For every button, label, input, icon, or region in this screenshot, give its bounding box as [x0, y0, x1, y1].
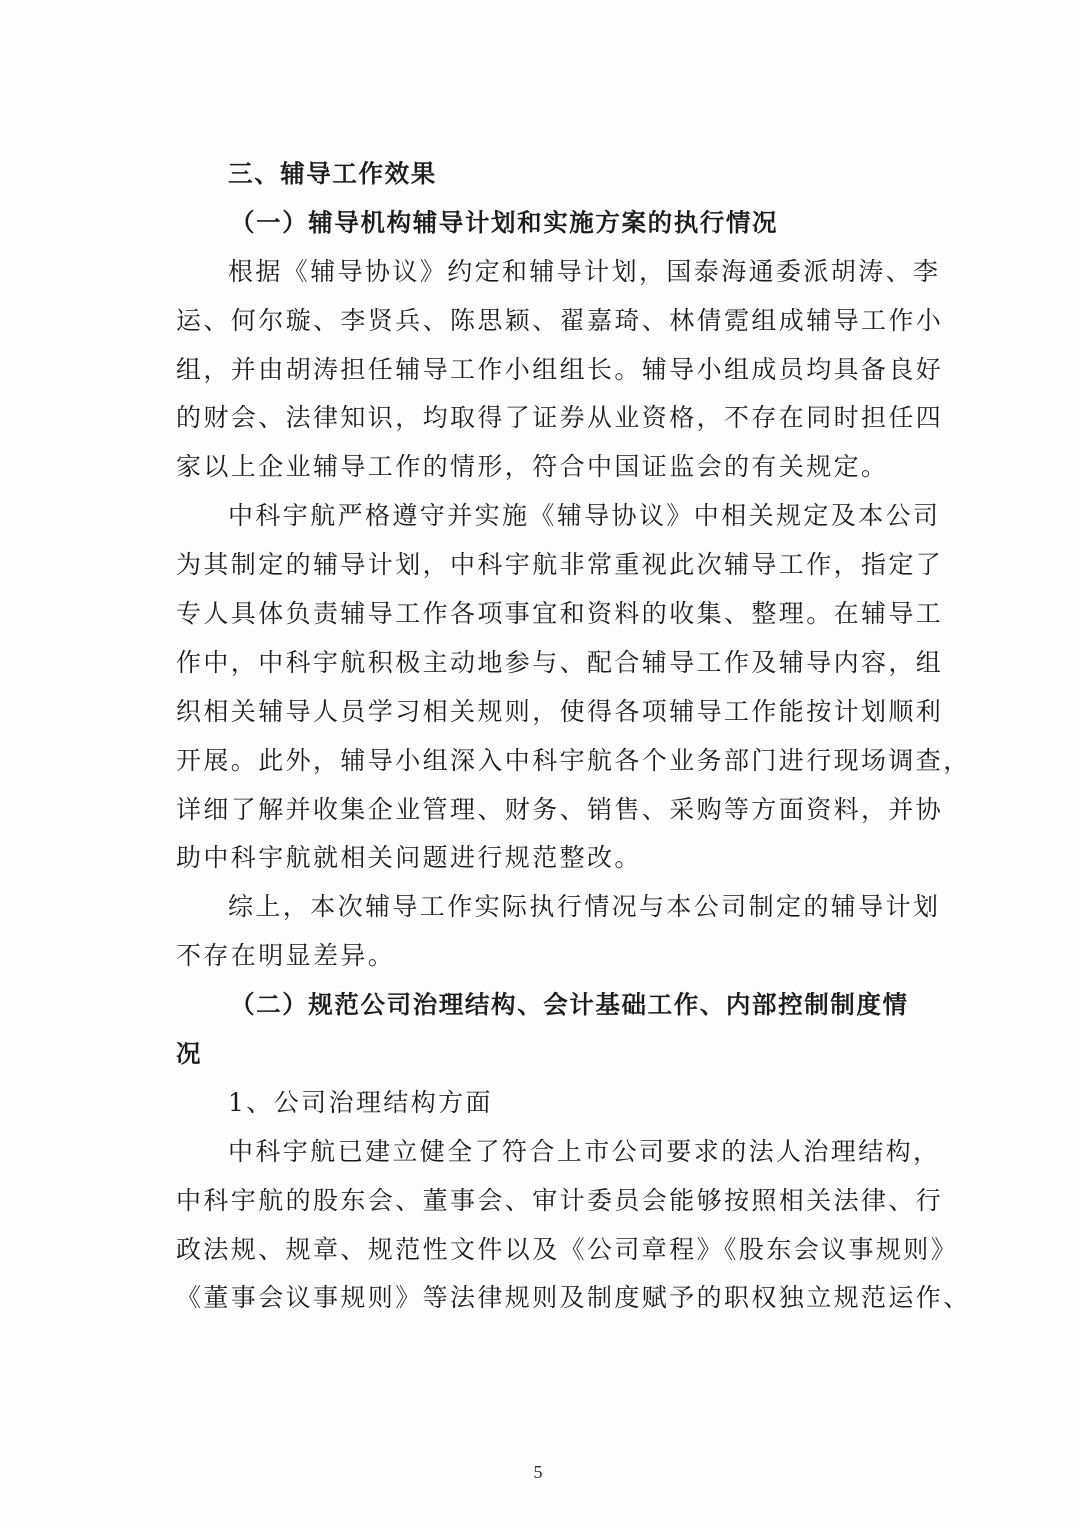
heading-line: （二）规范公司治理结构、会计基础工作、内部控制制度情 [230, 990, 909, 1020]
paragraph-line: 综上，本次辅导工作实际执行情况与本公司制定的辅导计划 [228, 892, 941, 922]
paragraph-line: 为其制定的辅导计划，中科宇航非常重视此次辅导工作，指定了 [176, 550, 944, 580]
paragraph-line: 政法规、规章、规范性文件以及《公司章程》《股东会议事规则》 [176, 1234, 959, 1264]
paragraph-line: 不存在明显差异。 [176, 941, 396, 971]
paragraph-1 [176, 248, 944, 492]
paragraph-4 [176, 1128, 971, 1324]
paragraph-line: 专人具体负责辅导工作各项事宜和资料的收集、整理。在辅导工 [176, 599, 944, 629]
item-1-heading: 1、公司治理结构方面 [228, 1087, 493, 1117]
subsection-2-heading [176, 981, 909, 1079]
paragraph-line: 中科宇航严格遵守并实施《辅导协议》中相关规定及本公司 [228, 501, 941, 531]
subsection-1-heading: （一）辅导机构辅导计划和实施方案的执行情况 [230, 207, 779, 237]
paragraph-line: 运、何尔璇、李贤兵、陈思颖、翟嘉琦、林倩霓组成辅导工作小 [176, 305, 944, 335]
paragraph-line: 根据《辅导协议》约定和辅导计划，国泰海通委派胡涛、李 [228, 256, 941, 286]
paragraph-line: 开展。此外，辅导小组深入中科宇航各个业务部门进行现场调查， [176, 745, 971, 775]
paragraph-line: 中科宇航的股东会、董事会、审计委员会能够按照相关法律、行 [176, 1185, 944, 1215]
paragraph-line: 作中，中科宇航积极主动地参与、配合辅导工作及辅导内容，组 [176, 647, 944, 677]
paragraph-line: 详细了解并收集企业管理、财务、销售、采购等方面资料，并协 [176, 794, 944, 824]
paragraph-line: 家以上企业辅导工作的情形，符合中国证监会的有关规定。 [176, 452, 889, 482]
paragraph-line: 《董事会议事规则》等法律规则及制度赋予的职权独立规范运作、 [176, 1283, 971, 1313]
paragraph-line: 中科宇航已建立健全了符合上市公司要求的法人治理结构， [228, 1136, 941, 1166]
paragraph-line: 的财会、法律知识，均取得了证券从业资格，不存在同时担任四 [176, 403, 944, 433]
heading-line: 况 [176, 1039, 203, 1069]
paragraph-line: 组，并由胡涛担任辅导工作小组组长。辅导小组成员均具备良好 [176, 354, 944, 384]
paragraph-2 [176, 492, 971, 883]
section-heading: 三、辅导工作效果 [228, 159, 437, 188]
paragraph-3 [176, 883, 941, 981]
paragraph-line: 织相关辅导人员学习相关规则，使得各项辅导工作能按计划顺利 [176, 696, 944, 726]
document-body [176, 150, 971, 1323]
paragraph-line: 助中科宇航就相关问题进行规范整改。 [176, 843, 642, 873]
page-number: 5 [533, 1462, 543, 1482]
